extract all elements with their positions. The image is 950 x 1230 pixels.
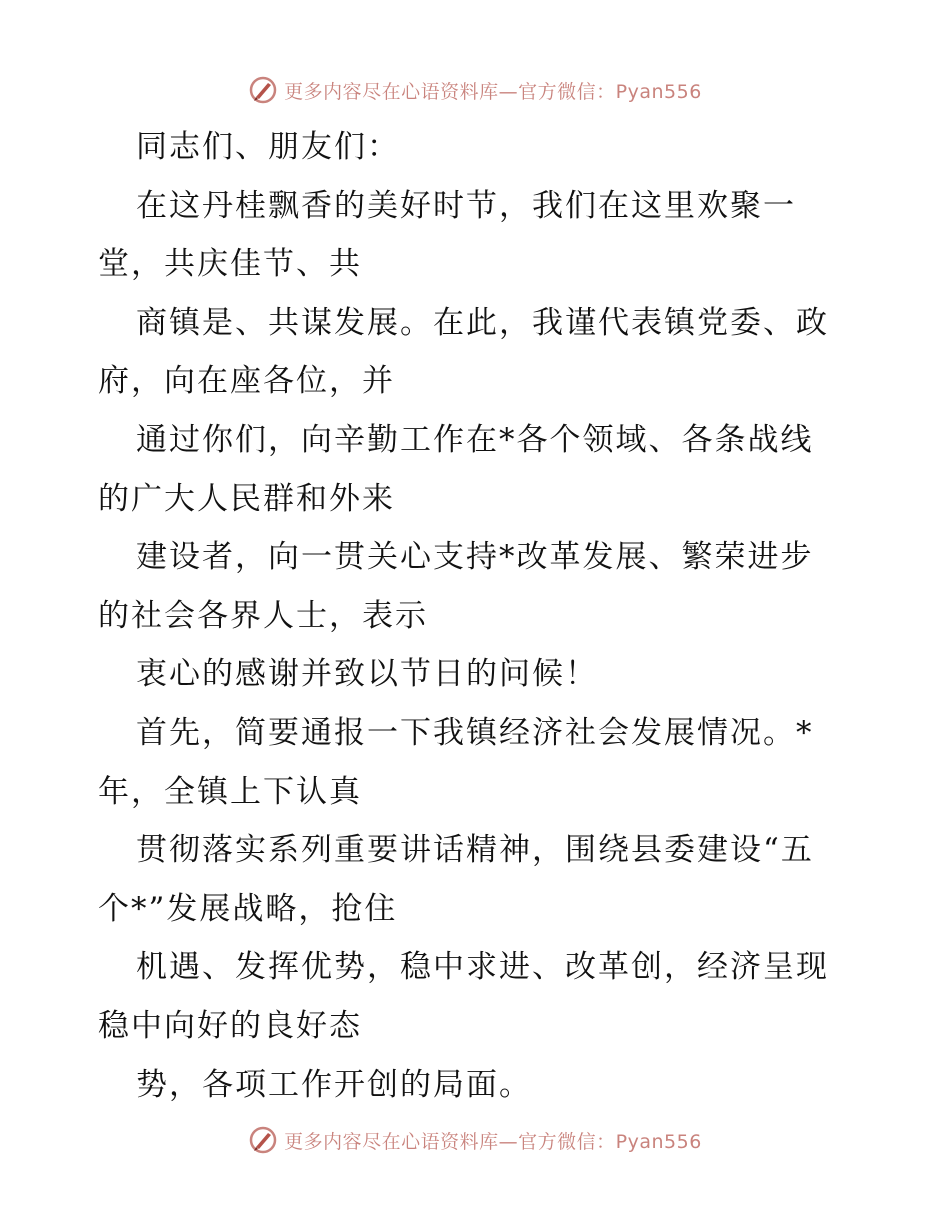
text-line: 同志们、朋友们： <box>136 129 400 165</box>
quill-logo-icon <box>248 1125 278 1155</box>
text-line: 在这丹桂飘香的美好时节，我们在这里欢聚一 <box>136 187 796 224</box>
text-line: 年，全镇上下认真 <box>98 773 362 810</box>
text-line: 的广大人民群和外来 <box>98 480 395 517</box>
text-line: 首先，简要通报一下我镇经济社会发展情况。* <box>136 714 814 751</box>
text-line: 稳中向好的良好态 <box>98 1007 362 1044</box>
text-line: 建设者，向一贯关心支持*改革发展、繁荣进步 <box>136 539 814 576</box>
text-line: 商镇是、共谋发展。在此，我谨代表镇党委、政 <box>136 304 829 341</box>
quill-logo-icon <box>248 75 278 105</box>
text-line: 势，各项工作开创的局面。 <box>136 1066 532 1103</box>
header-watermark-banner <box>0 70 950 110</box>
text-line: 机遇、发挥优势，稳中求进、改革创，经济呈现 <box>136 949 829 986</box>
banner-text: 更多内容尽在心语资料库—官方微信：Pyan556 <box>284 1130 702 1153</box>
text-line: 贯彻落实系列重要讲话精神，围绕县委建设“五 <box>136 832 814 869</box>
text-line: 堂，共庆佳节、共 <box>98 246 362 283</box>
footer-watermark-banner <box>0 1120 950 1160</box>
text-line: 的社会各界人士，表示 <box>98 597 428 634</box>
document-body <box>98 118 858 1114</box>
banner-text: 更多内容尽在心语资料库—官方微信：Pyan556 <box>284 80 702 103</box>
text-line: 个*”发展战略，抢住 <box>98 890 398 927</box>
text-line: 衷心的感谢并致以节日的问候！ <box>136 656 598 693</box>
text-line: 府，向在座各位，并 <box>98 363 395 400</box>
text-line: 通过你们，向辛勤工作在*各个领域、各条战线 <box>136 421 814 458</box>
